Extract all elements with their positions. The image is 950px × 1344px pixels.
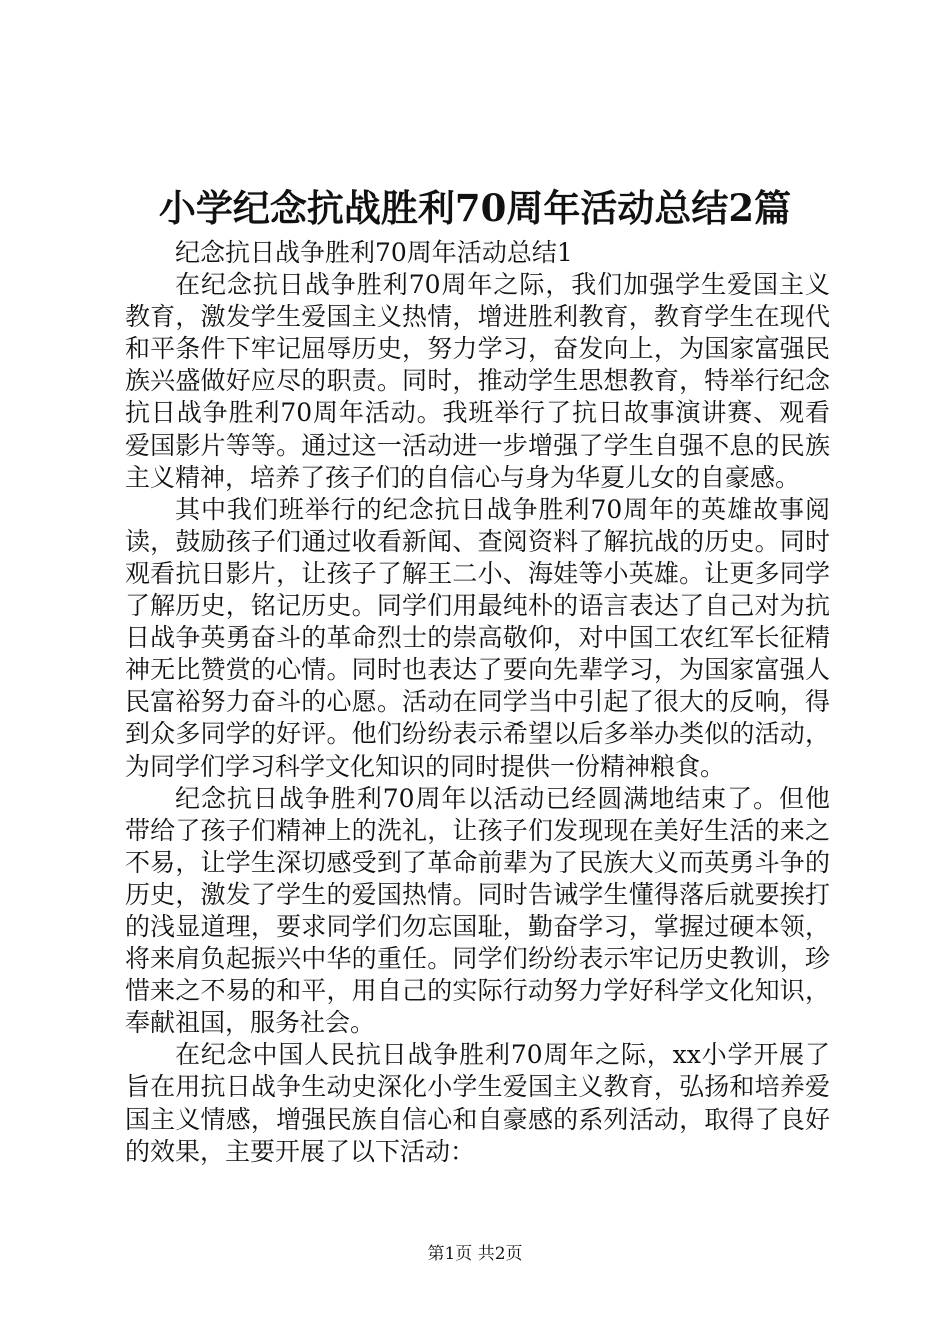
paragraph-1: 在纪念抗日战争胜利70周年之际，我们加强学生爱国主义教育，激发学生爱国主义热情，增进胜利教育，教育学生在现代和平条件下牢记屈辱历史，努力学习，奋发向上，为国家富强民族兴盛做好应尽的职责。同时，推动学生思想教育，特举行纪念抗日战争胜利70周年活动。我班举行了抗日故事演讲赛、观看爱国影片等等。通过这一活动进一步增强了学生自强不息的民族主义精神，培养了孩子们的自信心与身为华夏儿女的自豪感。: [125, 270, 830, 492]
paragraph-3: 纪念抗日战争胜利70周年以活动已经圆满地结束了。但他带给了孩子们精神上的洗礼，让孩子们发现现在美好生活的来之不易，让学生深切感受到了革命前辈为了民族大义而英勇斗争的历史，激发了学生的爱国热情。同时告诫学生懂得落后就要挨打的浅显道理，要求同学们勿忘国耻，勤奋学习，掌握过硬本领，将来肩负起振兴中华的重任。同学们纷纷表示牢记历史教训，珍惜来之不易的和平，用自己的实际行动努力学好科学文化知识，奉献祖国，服务社会。: [125, 783, 830, 1038]
document-body: [125, 237, 830, 1168]
document-title: 小学纪念抗战胜利70周年活动总结2篇: [158, 186, 792, 230]
paragraph-4: 在纪念中国人民抗日战争胜利70周年之际，xx小学开展了旨在用抗日战争生动史深化小学生爱国主义教育，弘扬和培养爱国主义情感，增强民族自信心和自豪感的系列活动，取得了良好的效果，主要开展了以下活动：: [125, 1040, 830, 1166]
paragraph-2: 其中我们班举行的纪念抗日战争胜利70周年的英雄故事阅读，鼓励孩子们通过收看新闻、查阅资料了解抗战的历史。同时观看抗日影片，让孩子了解王二小、海娃等小英雄。让更多同学了解历史，铭记历史。同学们用最纯朴的语言表达了自己对为抗日战争英勇奋斗的革命烈士的崇高敬仰，对中国工农红军长征精神无比赞赏的心情。同时也表达了要向先辈学习，为国家富强人民富裕努力奋斗的心愿。活动在同学当中引起了很大的反响，得到众多同学的好评。他们纷纷表示希望以后多举办类似的活动，为同学们学习科学文化知识的同时提供一份精神粮食。: [125, 494, 830, 781]
section-heading: 纪念抗日战争胜利70周年活动总结1: [175, 238, 573, 267]
page-footer: 第1页 共2页: [427, 1244, 523, 1264]
